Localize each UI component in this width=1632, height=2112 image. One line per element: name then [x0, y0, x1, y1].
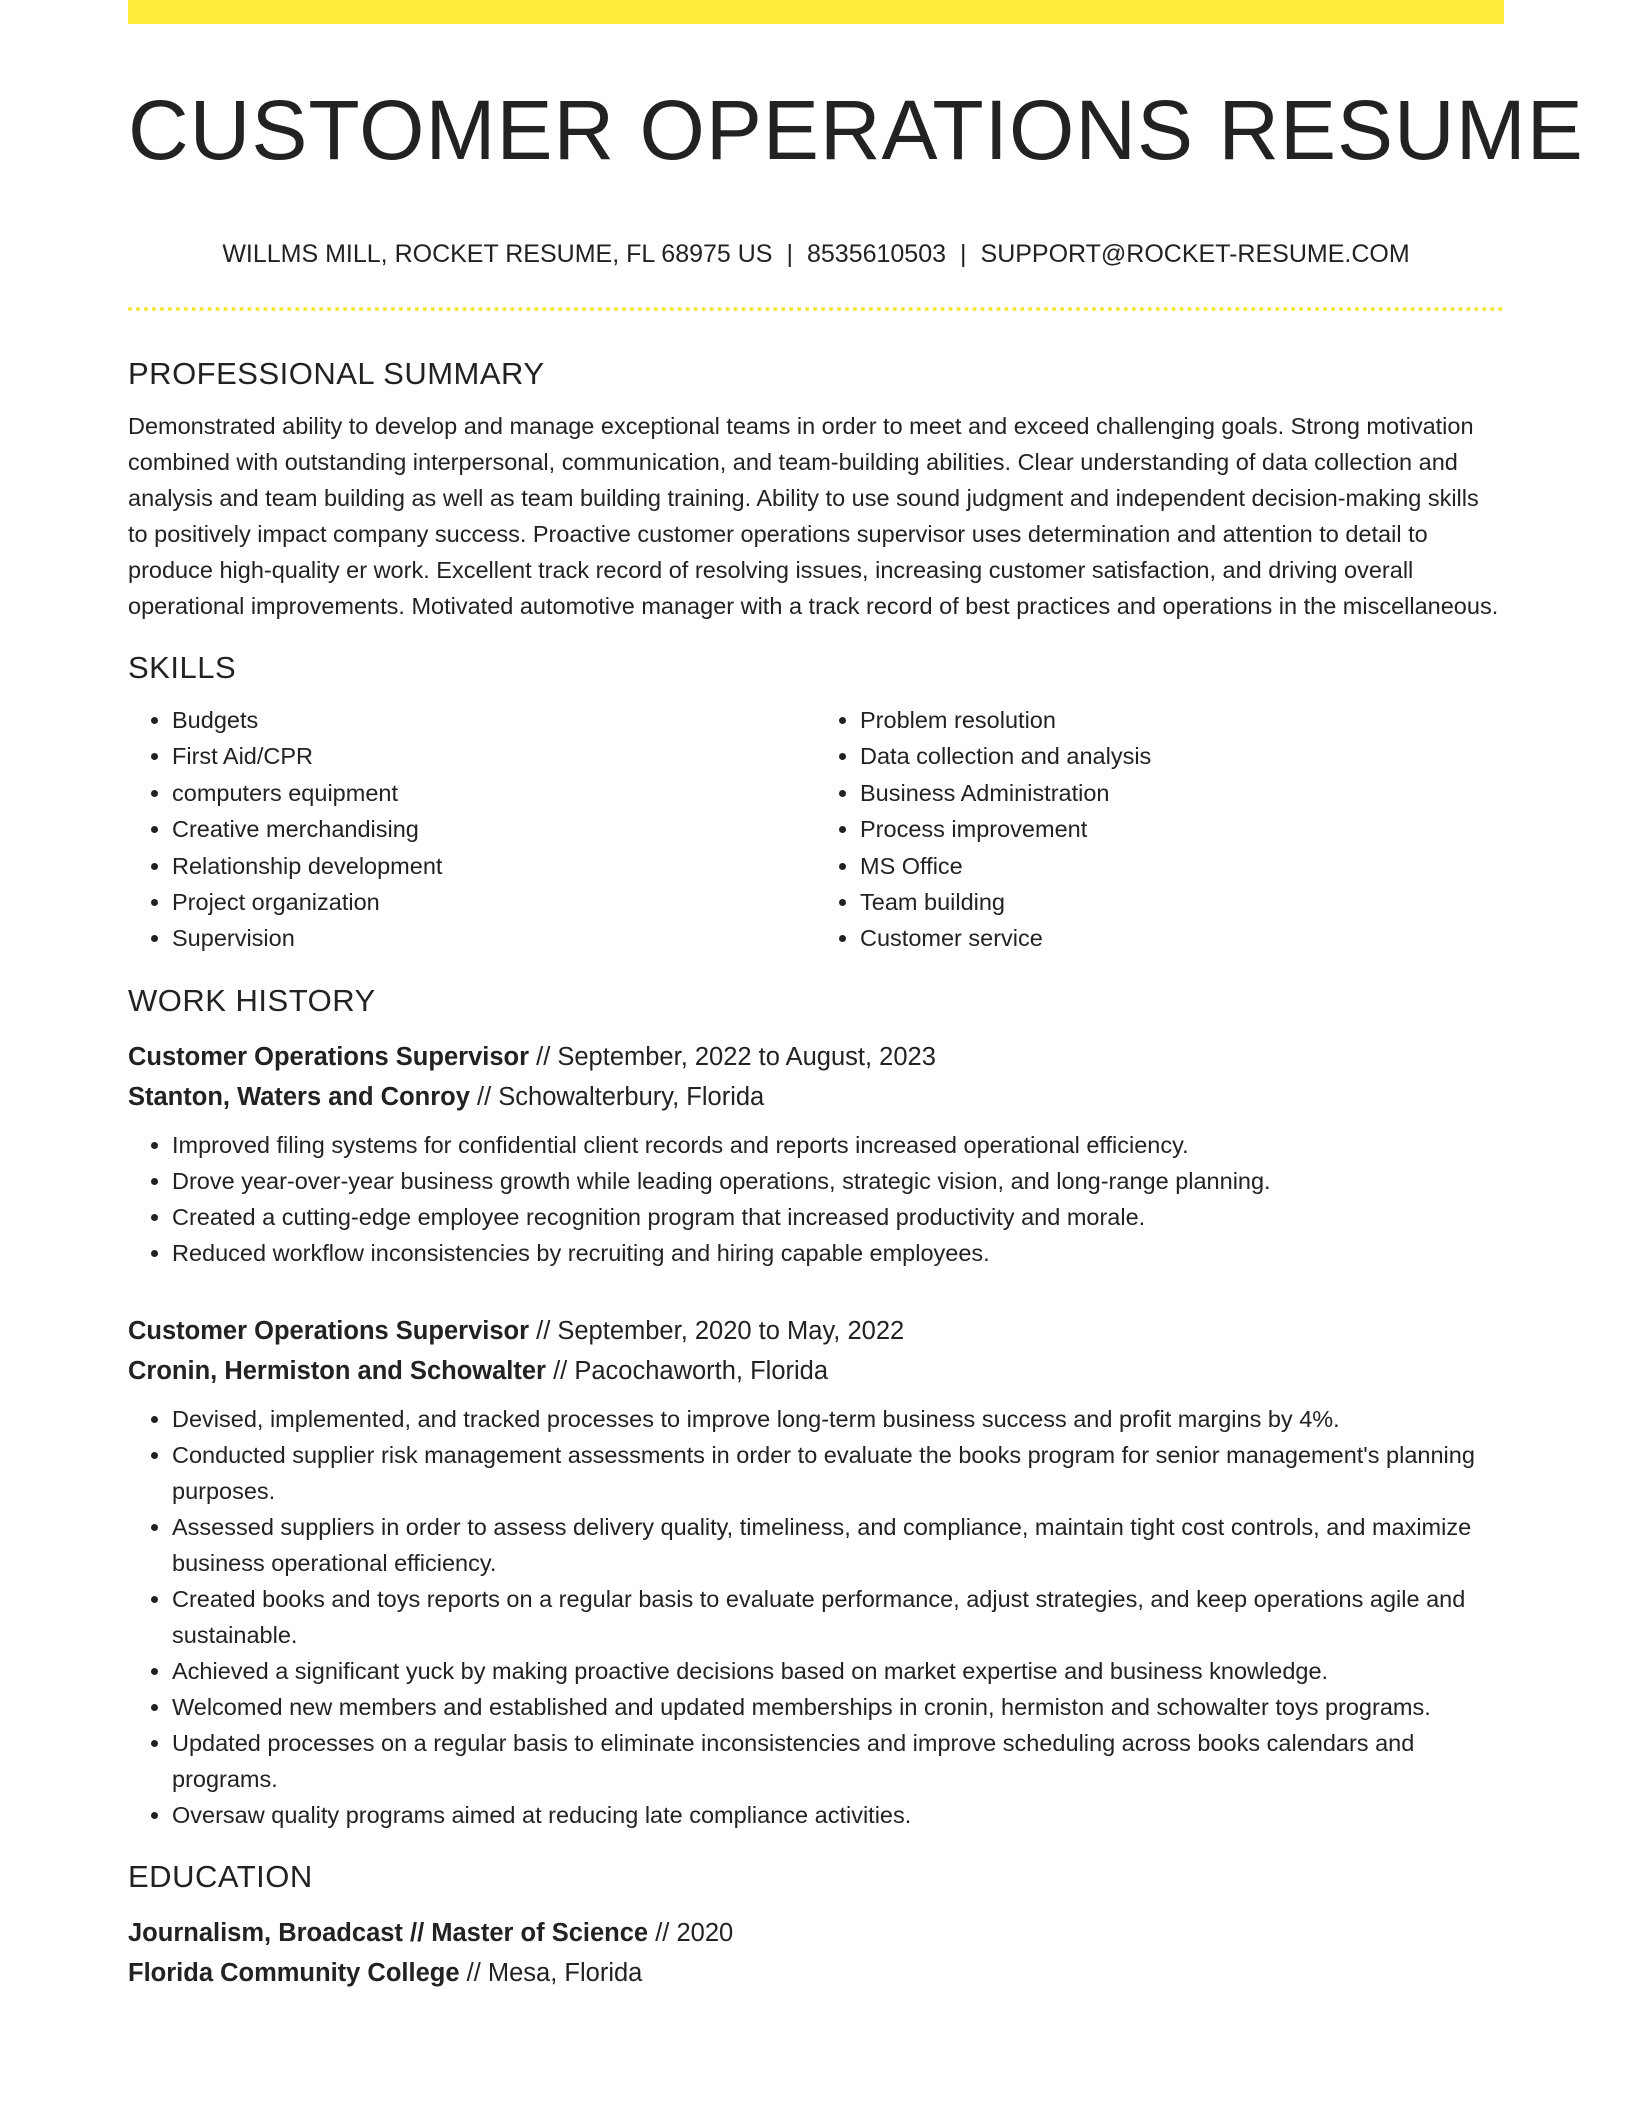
skills-right-list	[816, 702, 1504, 957]
job-title-line	[128, 1037, 1504, 1077]
job-company: Cronin, Hermiston and Schowalter	[128, 1356, 546, 1385]
skill-item: • Business Administration	[860, 775, 1504, 811]
skill-item: • computers equipment	[172, 775, 816, 811]
work-history-heading: WORK HISTORY	[128, 982, 376, 1018]
top-accent-bar	[128, 0, 1504, 24]
education-degree: Journalism, Broadcast // Master of Science	[128, 1918, 649, 1947]
education-year: // 2020	[655, 1918, 734, 1947]
job-bullet: • Updated processes on a regular basis to eliminate inconsistencies and improve scheduling across books calendars and programs.	[172, 1725, 1504, 1797]
work-history-section	[128, 977, 1504, 1833]
skills-left-list	[128, 702, 816, 957]
job-company-line	[128, 1351, 1504, 1391]
contact-address: WILLMS MILL, ROCKET RESUME, FL 68975 US	[222, 240, 773, 268]
skill-item: • First Aid/CPR	[172, 738, 816, 774]
education-degree-line	[128, 1913, 1504, 1953]
job-bullet: • Reduced workflow inconsistencies by recruiting and hiring capable employees.	[172, 1235, 1504, 1271]
skill-item: • Relationship development	[172, 848, 816, 884]
education-heading: EDUCATION	[128, 1858, 313, 1894]
summary-heading: PROFESSIONAL SUMMARY	[128, 356, 545, 391]
job-location: // Pacochaworth, Florida	[553, 1356, 829, 1385]
job-bullet: • Drove year-over-year business growth while leading operations, strategic vision, and long-range planning.	[172, 1163, 1504, 1199]
job-entry	[128, 1311, 1504, 1833]
job-bullets	[128, 1401, 1504, 1833]
job-bullet: • Achieved a significant yuck by making proactive decisions based on market expertise and business knowledge.	[172, 1653, 1504, 1689]
skill-item: • Project organization	[172, 884, 816, 920]
skill-item: • Problem resolution	[860, 702, 1504, 738]
education-school: Florida Community College	[128, 1958, 460, 1987]
skill-item: • MS Office	[860, 848, 1504, 884]
job-bullet: • Created books and toys reports on a regular basis to evaluate performance, adjust strategies, and keep operations agile and sustainable.	[172, 1581, 1504, 1653]
job-title: Customer Operations Supervisor	[128, 1042, 530, 1071]
education-school-line	[128, 1953, 1504, 1993]
job-title: Customer Operations Supervisor	[128, 1316, 530, 1345]
skill-item: • Supervision	[172, 920, 816, 956]
job-location: // Schowalterbury, Florida	[477, 1082, 765, 1111]
resume-title: CUSTOMER OPERATIONS RESUME	[128, 83, 1584, 177]
job-company-line	[128, 1077, 1504, 1117]
job-dates: // September, 2022 to August, 2023	[536, 1042, 936, 1071]
job-bullet: • Assessed suppliers in order to assess delivery quality, timeliness, and compliance, maintain tight cost controls, and maximize business operational efficiency.	[172, 1509, 1504, 1581]
job-dates: // September, 2020 to May, 2022	[536, 1316, 905, 1345]
job-bullet: • Oversaw quality programs aimed at reducing late compliance activities.	[172, 1797, 1504, 1833]
skills-section	[128, 644, 1504, 957]
skill-item: • Customer service	[860, 920, 1504, 956]
job-bullet: • Created a cutting-edge employee recognition program that increased productivity and morale.	[172, 1199, 1504, 1235]
job-company: Stanton, Waters and Conroy	[128, 1082, 470, 1111]
job-bullets	[128, 1127, 1504, 1271]
contact-separator: |	[960, 240, 967, 268]
skill-item: • Budgets	[172, 702, 816, 738]
skill-item: • Process improvement	[860, 811, 1504, 847]
job-bullet: • Welcomed new members and established and updated memberships in cronin, hermiston and schowalter toys programs.	[172, 1689, 1504, 1725]
job-bullet: • Improved filing systems for confidential client records and reports increased operational efficiency.	[172, 1127, 1504, 1163]
summary-text: Demonstrated ability to develop and manage exceptional teams in order to meet and exceed challenging goals. Strong motivation combined with outstanding interpersonal, communication, and team-building abilities. Clear understanding of data collection and analysis and team building as well as team building training. Ability to use sound judgment and independent decision-making skills to positively impact company success. Proactive customer operations supervisor uses determination and attention to detail to produce high-quality er work. Excellent track record of resolving issues, increasing customer satisfaction, and driving overall operational improvements. Motivated automotive manager with a track record of best practices and operations in the miscellaneous.	[128, 413, 1499, 619]
education-section	[128, 1853, 1504, 1993]
skill-item: • Team building	[860, 884, 1504, 920]
contact-email: SUPPORT@ROCKET-RESUME.COM	[980, 240, 1410, 268]
skills-heading: SKILLS	[128, 650, 237, 685]
contact-separator: |	[786, 240, 793, 268]
job-entry	[128, 1037, 1504, 1271]
job-bullet: • Devised, implemented, and tracked processes to improve long-term business success and profit margins by 4%.	[172, 1401, 1504, 1437]
resume-body	[128, 350, 1504, 1993]
skill-item: • Creative merchandising	[172, 811, 816, 847]
education-entry	[128, 1913, 1504, 1993]
contact-line	[128, 236, 1504, 272]
skill-item: • Data collection and analysis	[860, 738, 1504, 774]
job-bullet: • Conducted supplier risk management assessments in order to evaluate the books program for senior management's planning purposes.	[172, 1437, 1504, 1509]
skills-columns	[128, 702, 1504, 957]
job-title-line	[128, 1311, 1504, 1351]
header-divider	[128, 307, 1504, 311]
contact-phone: 8535610503	[806, 240, 947, 268]
summary-section	[128, 350, 1504, 624]
education-location: // Mesa, Florida	[466, 1958, 643, 1987]
